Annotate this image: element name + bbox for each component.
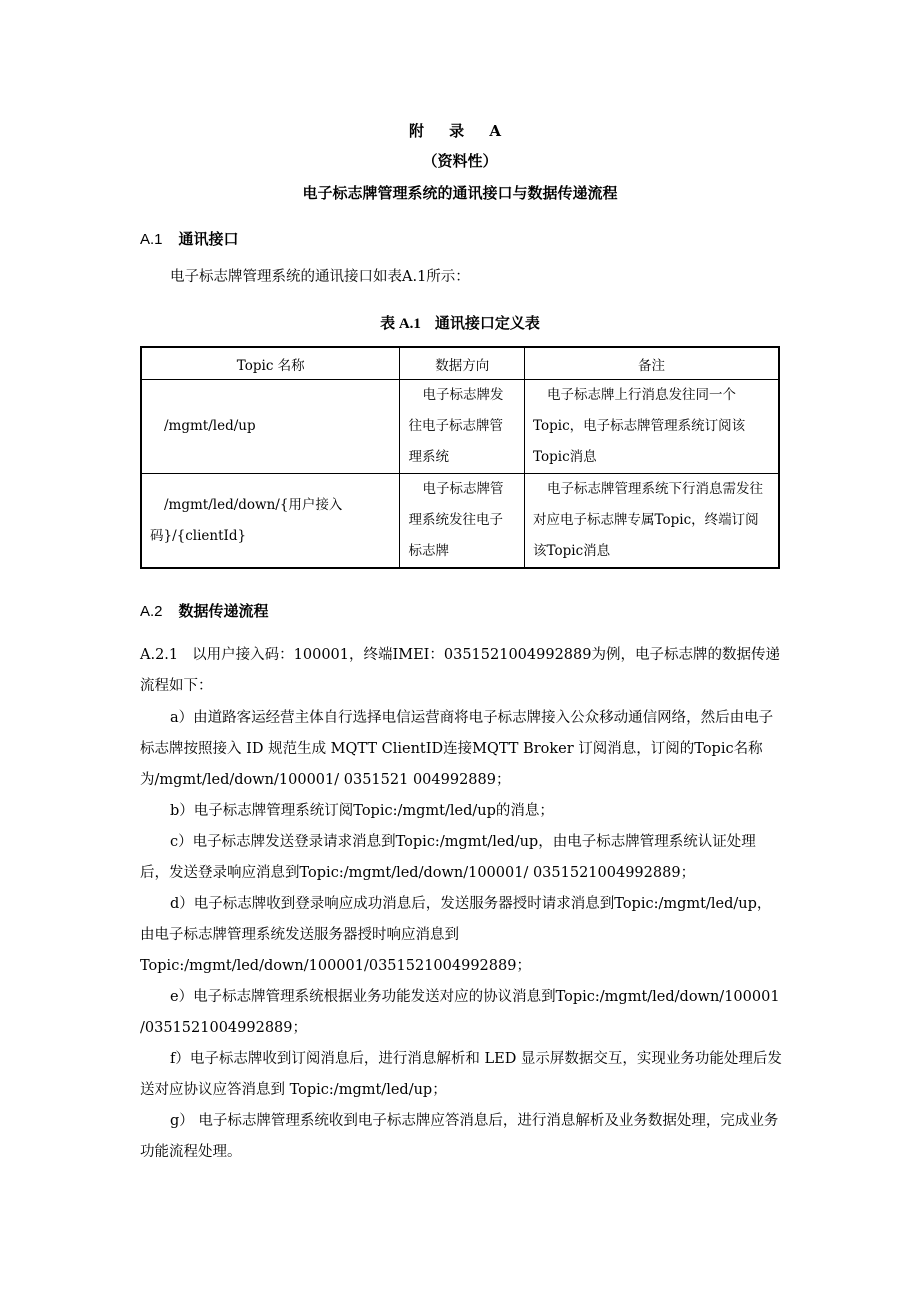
- step-f: f）电子标志牌收到订阅消息后，进行消息解析和 LED 显示屏数据交互，实现业务功能处理后发送对应协议应答消息到 Topic:/mgmt/led/up；: [140, 1051, 782, 1098]
- step-e: e）电子标志牌管理系统根据业务功能发送对应的协议消息到Topic:/mgmt/led/down/100001 /0351521004992889；: [140, 989, 780, 1036]
- table-row: [141, 474, 779, 569]
- step-c: c）电子标志牌发送登录请求消息到Topic:/mgmt/led/up，由电子标志牌管理系统认证处理后，发送登录响应消息到Topic:/mgmt/led/down/100001/ 0351521004992889；: [140, 834, 756, 881]
- table-cell-note: 电子标志牌上行消息发往同一个Topic，电子标志牌管理系统订阅该Topic消息: [525, 380, 779, 474]
- table-cell-topic: /mgmt/led/down/{用户接入码}/{clientId}: [141, 474, 400, 569]
- table-cell-topic: /mgmt/led/up: [141, 380, 400, 474]
- clause-a21: [140, 640, 782, 702]
- section-a1-title: 通讯接口: [178, 230, 239, 248]
- annex-name: 电子标志牌管理系统的通讯接口与数据传递流程: [302, 184, 618, 202]
- table-cell-direction: 电子标志牌管理系统发往电子标志牌: [400, 474, 525, 569]
- clause-a21-text: 以用户接入码：100001，终端IMEI：0351521004992889为例，电子标志牌的数据传递流程如下：: [140, 647, 780, 694]
- table-caption-number: 表 A.1: [380, 316, 421, 332]
- section-a2-heading: [140, 600, 269, 621]
- table-cell-direction: 电子标志牌发往电子标志牌管理系统: [400, 380, 525, 474]
- table-caption-title: 通讯接口定义表: [434, 314, 540, 332]
- step-d: d）电子标志牌收到登录响应成功消息后，发送服务器授时请求消息到Topic:/mgmt/led/up，由电子标志牌管理系统发送服务器授时响应消息到Topic:/mgmt/led/down/100001/0351521004992889；: [140, 896, 772, 974]
- table-header-note: 备注: [525, 347, 779, 380]
- section-a1-intro: 电子标志牌管理系统的通讯接口如表A.1所示：: [170, 269, 470, 285]
- section-a1-number: A.1: [140, 231, 163, 248]
- section-a1-heading: [140, 228, 239, 249]
- table-header-direction: 数据方向: [400, 347, 525, 380]
- section-a2-title: 数据传递流程: [178, 602, 269, 620]
- step-b: b）电子标志牌管理系统订阅Topic:/mgmt/led/up的消息；: [170, 803, 554, 819]
- step-g: g） 电子标志牌管理系统收到电子标志牌应答消息后，进行消息解析及业务数据处理，完成业务功能流程处理。: [140, 1113, 779, 1160]
- table-caption: [0, 312, 920, 333]
- table-header-row: [141, 347, 779, 380]
- table-cell-note: 电子标志牌管理系统下行消息需发往对应电子标志牌专属Topic，终端订阅该Topic消息: [525, 474, 779, 569]
- table-row: [141, 380, 779, 474]
- step-a: a）由道路客运经营主体自行选择电信运营商将电子标志牌接入公众移动通信网络，然后由电子标志牌按照接入 ID 规范生成 MQTT ClientID连接MQTT Broker 订阅消息，订阅的Topic名称为/mgmt/led/down/100001/ 0351521 004992889；: [140, 710, 774, 788]
- table-header-topic: Topic 名称: [141, 347, 400, 380]
- clause-a21-number: A.2.1: [140, 647, 179, 663]
- annex-type: （资料性）: [422, 152, 498, 170]
- interface-definition-table: [140, 346, 780, 569]
- section-a2-number: A.2: [140, 603, 163, 620]
- annex-title: 附 录 A: [408, 122, 512, 140]
